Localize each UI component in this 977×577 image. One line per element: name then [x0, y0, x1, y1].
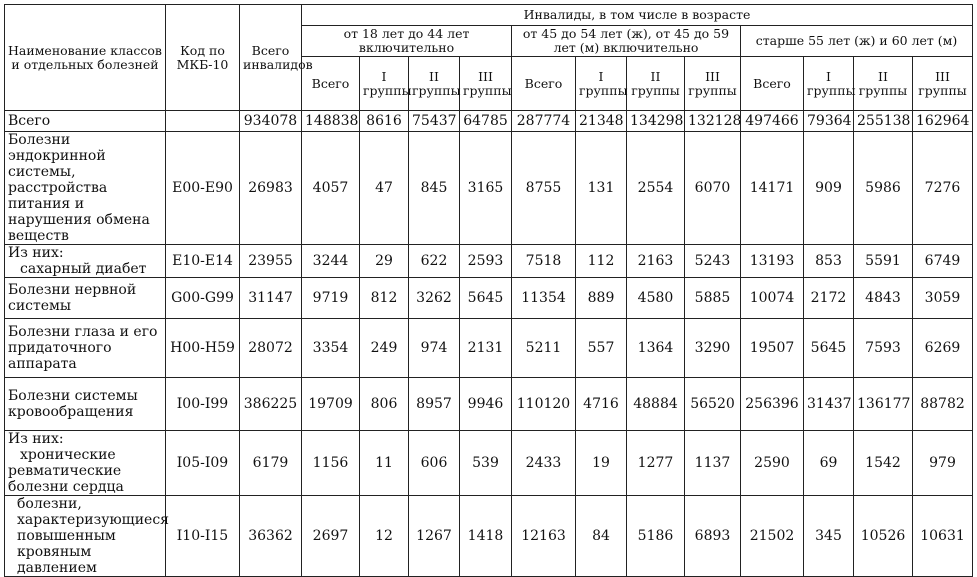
row-name: Болезни эндокринной системы, расстройства питания и нарушения обмена веществ: [5, 132, 166, 245]
cell: 8616: [360, 111, 409, 132]
cell: 79364: [804, 111, 854, 132]
row-name-prefix: Из них:: [8, 245, 64, 261]
cell: 3262: [409, 278, 460, 319]
row-name-sub: хронические ревматические болезни сердца: [8, 447, 124, 495]
cell: 5211: [512, 319, 576, 378]
row-name: [5, 431, 166, 496]
header-sub-group1: I группы: [804, 57, 854, 111]
row-total: 386225: [240, 378, 302, 431]
cell: 2131: [460, 319, 512, 378]
row-total: 31147: [240, 278, 302, 319]
cell: 29: [360, 245, 409, 278]
table-row: [5, 319, 973, 378]
cell: 5645: [460, 278, 512, 319]
cell: 56520: [685, 378, 741, 431]
cell: 806: [360, 378, 409, 431]
row-name: Всего: [5, 111, 166, 132]
cell: 131: [576, 132, 627, 245]
cell: 21502: [741, 496, 804, 577]
cell: 2172: [804, 278, 854, 319]
cell: 3244: [302, 245, 360, 278]
cell: 31437: [804, 378, 854, 431]
cell: 7276: [913, 132, 973, 245]
row-code: G00-G99: [166, 278, 240, 319]
disability-statistics-table: [4, 4, 973, 577]
row-name: Болезни системы кровообращения: [5, 378, 166, 431]
cell: 75437: [409, 111, 460, 132]
row-name-sub: сахарный диабет: [20, 261, 147, 277]
row-total: 6179: [240, 431, 302, 496]
header-sub-group1: I группы: [576, 57, 627, 111]
header-name: Наименование классов и отдельных болезней: [5, 5, 166, 111]
cell: 19507: [741, 319, 804, 378]
cell: 539: [460, 431, 512, 496]
cell: 5591: [854, 245, 913, 278]
cell: 2163: [627, 245, 685, 278]
cell: 69: [804, 431, 854, 496]
cell: 2697: [302, 496, 360, 577]
row-name-prefix: Из них:: [8, 431, 64, 447]
cell: 497466: [741, 111, 804, 132]
table-row: [5, 496, 973, 577]
cell: 5986: [854, 132, 913, 245]
row-code: [166, 111, 240, 132]
cell: 19: [576, 431, 627, 496]
cell: 1156: [302, 431, 360, 496]
cell: 9719: [302, 278, 360, 319]
header-sub-group2: II группы: [854, 57, 913, 111]
row-name: Болезни нервной системы: [5, 278, 166, 319]
cell: 8755: [512, 132, 576, 245]
cell: 845: [409, 132, 460, 245]
cell: 345: [804, 496, 854, 577]
cell: 255138: [854, 111, 913, 132]
header-code: Код по МКБ-10: [166, 5, 240, 111]
cell: 4716: [576, 378, 627, 431]
table-row: [5, 431, 973, 496]
cell: 5885: [685, 278, 741, 319]
cell: 974: [409, 319, 460, 378]
table-row: [5, 378, 973, 431]
cell: 557: [576, 319, 627, 378]
row-code: E00-E90: [166, 132, 240, 245]
row-total: 28072: [240, 319, 302, 378]
row-code: I00-I99: [166, 378, 240, 431]
header-sub-group3: III группы: [685, 57, 741, 111]
header-sub-group3: III группы: [913, 57, 973, 111]
cell: 134298: [627, 111, 685, 132]
cell: 110120: [512, 378, 576, 431]
cell: 6749: [913, 245, 973, 278]
cell: 1267: [409, 496, 460, 577]
cell: 889: [576, 278, 627, 319]
cell: 4843: [854, 278, 913, 319]
cell: 2593: [460, 245, 512, 278]
row-total: 26983: [240, 132, 302, 245]
cell: 2590: [741, 431, 804, 496]
cell: 7593: [854, 319, 913, 378]
table-row: [5, 245, 973, 278]
cell: 6893: [685, 496, 741, 577]
header-sub-group1: I группы: [360, 57, 409, 111]
header-sub-group3: III группы: [460, 57, 512, 111]
header-sub-group2: II группы: [627, 57, 685, 111]
cell: 112: [576, 245, 627, 278]
cell: 10631: [913, 496, 973, 577]
cell: 3354: [302, 319, 360, 378]
cell: 4580: [627, 278, 685, 319]
cell: 9946: [460, 378, 512, 431]
cell: 3290: [685, 319, 741, 378]
row-total: 23955: [240, 245, 302, 278]
header-sub-group2: II группы: [409, 57, 460, 111]
cell: 48884: [627, 378, 685, 431]
cell: 1418: [460, 496, 512, 577]
cell: 148838: [302, 111, 360, 132]
cell: 84: [576, 496, 627, 577]
table-row: [5, 111, 973, 132]
row-code: I10-I15: [166, 496, 240, 577]
cell: 3165: [460, 132, 512, 245]
table-row: [5, 132, 973, 245]
cell: 5645: [804, 319, 854, 378]
cell: 14171: [741, 132, 804, 245]
cell: 10074: [741, 278, 804, 319]
header-sub-total: Всего: [512, 57, 576, 111]
cell: 979: [913, 431, 973, 496]
cell: 287774: [512, 111, 576, 132]
cell: 162964: [913, 111, 973, 132]
cell: 7518: [512, 245, 576, 278]
cell: 64785: [460, 111, 512, 132]
cell: 12: [360, 496, 409, 577]
cell: 853: [804, 245, 854, 278]
cell: 256396: [741, 378, 804, 431]
cell: 8957: [409, 378, 460, 431]
row-code: H00-H59: [166, 319, 240, 378]
header-disabled-by-age: Инвалиды, в том числе в возрасте: [302, 5, 973, 26]
header-sub-total: Всего: [741, 57, 804, 111]
cell: 2554: [627, 132, 685, 245]
cell: 136177: [854, 378, 913, 431]
cell: 11354: [512, 278, 576, 319]
cell: 1542: [854, 431, 913, 496]
cell: 606: [409, 431, 460, 496]
cell: 812: [360, 278, 409, 319]
row-code: E10-E14: [166, 245, 240, 278]
cell: 4057: [302, 132, 360, 245]
cell: 249: [360, 319, 409, 378]
row-name: Болезни глаза и его придаточного аппарата: [5, 319, 166, 378]
header-age-group-3: старше 55 лет (ж) и 60 лет (м): [741, 26, 973, 57]
table-row: [5, 278, 973, 319]
header-total: Всего инвалидов: [240, 5, 302, 111]
cell: 12163: [512, 496, 576, 577]
cell: 47: [360, 132, 409, 245]
cell: 5243: [685, 245, 741, 278]
cell: 13193: [741, 245, 804, 278]
cell: 19709: [302, 378, 360, 431]
cell: 6269: [913, 319, 973, 378]
cell: 5186: [627, 496, 685, 577]
header-sub-total: Всего: [302, 57, 360, 111]
cell: 21348: [576, 111, 627, 132]
row-total: 934078: [240, 111, 302, 132]
row-name: [5, 245, 166, 278]
cell: 11: [360, 431, 409, 496]
header-age-group-2: от 45 до 54 лет (ж), от 45 до 59 лет (м) включительно: [512, 26, 741, 57]
cell: 1277: [627, 431, 685, 496]
cell: 6070: [685, 132, 741, 245]
cell: 622: [409, 245, 460, 278]
cell: 88782: [913, 378, 973, 431]
row-total: 36362: [240, 496, 302, 577]
cell: 909: [804, 132, 854, 245]
row-code: I05-I09: [166, 431, 240, 496]
cell: 132128: [685, 111, 741, 132]
cell: 1364: [627, 319, 685, 378]
cell: 3059: [913, 278, 973, 319]
row-name: болезни, характеризующиеся повышенным кровяным давлением: [5, 496, 166, 577]
header-age-group-1: от 18 лет до 44 лет включительно: [302, 26, 512, 57]
cell: 2433: [512, 431, 576, 496]
cell: 1137: [685, 431, 741, 496]
cell: 10526: [854, 496, 913, 577]
